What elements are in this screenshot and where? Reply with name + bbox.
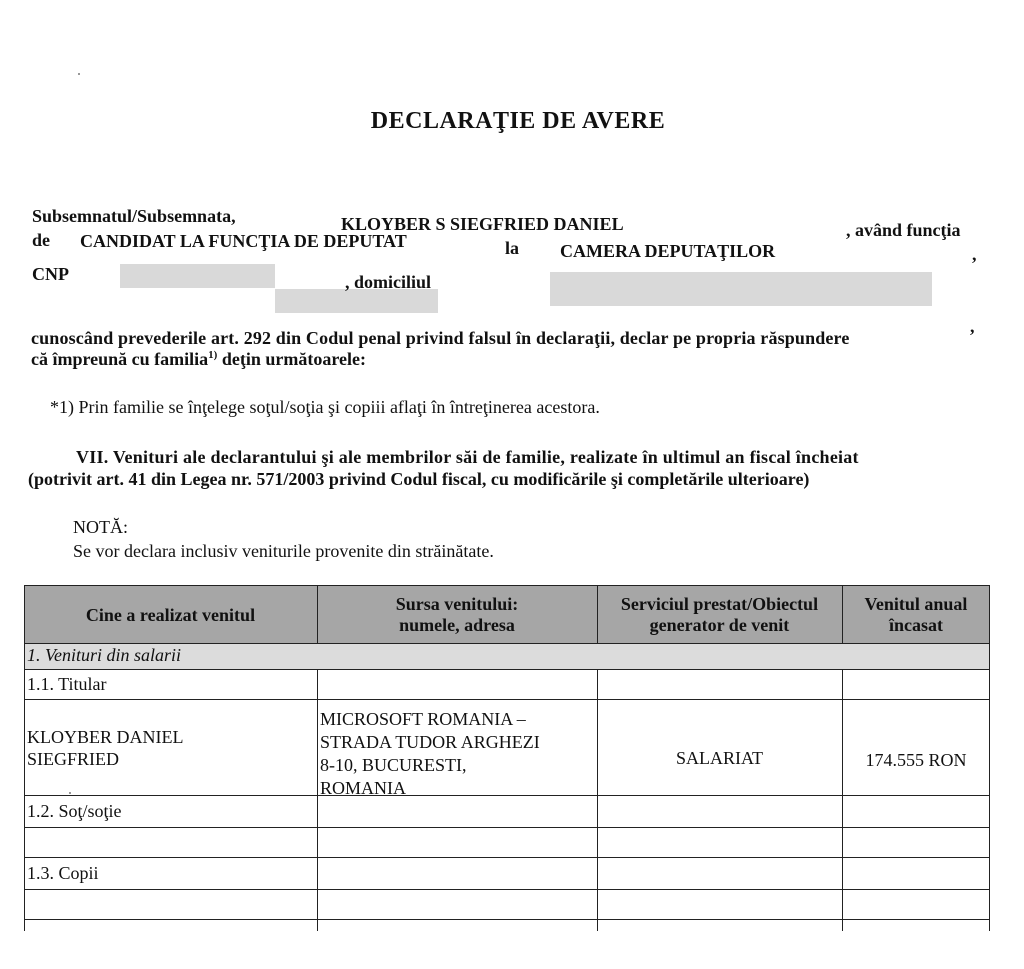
table-rule	[24, 857, 990, 858]
table-rule	[24, 643, 990, 644]
de-label: de	[32, 230, 50, 250]
cnp-label: CNP	[32, 264, 69, 284]
section-title-line-1: VII. Venituri ale declarantului şi ale membrilor săi de familie, realizate în ultimul an fiscal încheiat	[76, 447, 859, 467]
income-table	[24, 585, 990, 931]
children-label: 1.3. Copii	[27, 863, 99, 883]
document-title: DECLARAŢIE DE AVERE	[370, 108, 666, 134]
header-cell-service: Serviciul prestat/Obiectul generator de venit	[597, 585, 842, 643]
table-col-rule	[317, 669, 318, 931]
table-rule	[24, 919, 990, 920]
entry-source-line-2: STRADA TUDOR ARGHEZI	[320, 732, 540, 752]
footnote: *1) Prin familie se înţelege soţul/soţia şi copiii aflaţi în întreţinerea acestora.	[50, 397, 600, 417]
cnp-redaction	[120, 264, 275, 288]
comma-mark-2: ,	[970, 316, 975, 336]
nota-text: Se vor declara inclusiv veniturile provenite din străinătate.	[73, 541, 494, 561]
address-redaction	[550, 272, 932, 306]
entry-income: 174.555 RON	[865, 750, 967, 770]
table-rule	[24, 827, 990, 828]
table-rule	[24, 795, 990, 796]
entry-source-line-1: MICROSOFT ROMANIA –	[320, 709, 526, 729]
comma-mark: ,	[972, 244, 977, 264]
entry-service: SALARIAT	[675, 748, 763, 768]
spouse-label: 1.2. Soţ/soţie	[27, 801, 122, 821]
nota-label: NOTĂ:	[73, 517, 128, 537]
declarant-name: KLOYBER S SIEGFRIED DANIEL	[341, 214, 624, 234]
avand-functia-label: , având funcţia	[846, 220, 961, 240]
header-cell-income: Venitul anual încasat	[842, 585, 990, 643]
table-rule	[24, 699, 990, 700]
statement-line-2: că împreună cu familia$^{1)}$ deţin următoarele:	[31, 349, 366, 369]
table-rule	[24, 669, 990, 670]
subsemnatul-label: Subsemnatul/Subsemnata,	[32, 206, 236, 226]
header-cell-who: Cine a realizat venitul	[24, 585, 317, 643]
la-label: la	[505, 238, 520, 258]
domiciliul-label: , domiciliul	[345, 272, 432, 292]
section-row-salaries: 1. Venituri din salarii	[24, 643, 990, 669]
table-border-top	[24, 585, 990, 586]
table-col-rule	[842, 585, 843, 643]
entry-source-line-4: ROMANIA	[320, 778, 407, 798]
statement-line-1: cunoscând prevederile art. 292 din Codul penal privind falsul în declaraţii, declar pe propria răspundere	[31, 328, 850, 348]
table-col-rule	[597, 669, 598, 931]
table-border-left	[24, 585, 25, 931]
entry-source-line-3: 8-10, BUCURESTI,	[320, 755, 467, 775]
table-col-rule	[597, 585, 598, 643]
institutia-value: CAMERA DEPUTAŢILOR	[560, 241, 776, 261]
table-col-rule	[842, 669, 843, 931]
functia-value: CANDIDAT LA FUNCŢIA DE DEPUTAT	[80, 231, 407, 251]
entry-who-line-2: SIEGFRIED	[27, 749, 120, 769]
scan-speck	[78, 73, 80, 75]
table-col-rule	[317, 585, 318, 643]
section-title-line-2: (potrivit art. 41 din Legea nr. 571/2003 privind Codul fiscal, cu modificările şi completările ulterioare)	[28, 469, 810, 489]
table-rule	[24, 889, 990, 890]
header-cell-source: Sursa venitului: numele, adresa	[317, 585, 597, 643]
entry-who-line-1: KLOYBER DANIEL	[27, 727, 184, 747]
titular-label: 1.1. Titular	[27, 674, 107, 694]
